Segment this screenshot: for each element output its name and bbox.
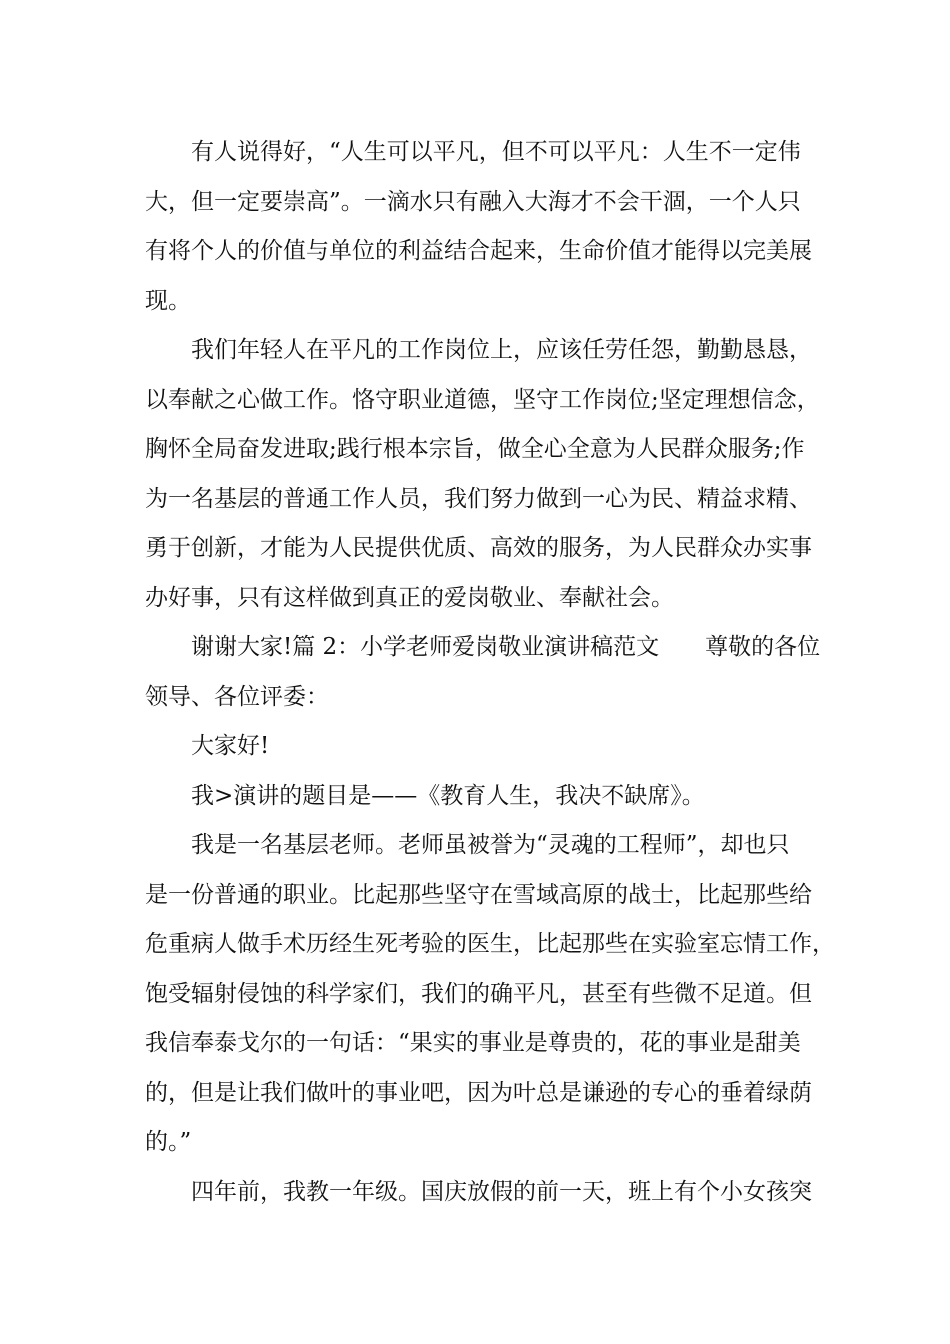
- text-line: 领导、各位评委：: [145, 683, 329, 710]
- text-line: 饱受辐射侵蚀的科学家们，我们的确平凡，甚至有些微不足道。但: [145, 980, 812, 1007]
- paragraph-6: [145, 821, 835, 1168]
- text-line: 的，但是让我们做叶的事业吧，因为叶总是谦逊的专心的垂着绿荫: [145, 1079, 812, 1106]
- text-line: 以奉献之心做工作。恪守职业道德，坚守工作岗位;坚定理想信念，: [145, 386, 820, 413]
- paragraph-5: [145, 772, 820, 822]
- text-line: 我信奉泰戈尔的一句话：“果实的事业是尊贵的，花的事业是甜美: [145, 1030, 801, 1056]
- text-line: 为一名基层的普通工作人员，我们努力做到一心为民、精益求精、: [145, 485, 812, 512]
- text-line: 有将个人的价值与单位的利益结合起来，生命价值才能得以完美展: [145, 238, 812, 264]
- paragraph-2: [145, 326, 820, 623]
- text-line: 有人说得好，“人生可以平凡，但不可以平凡：人生不一定伟: [191, 139, 801, 165]
- paragraph-1: [145, 128, 820, 326]
- text-line: 胸怀全局奋发进取;践行根本宗旨，做全心全意为人民群众服务;作: [145, 436, 805, 462]
- text-line: 我是一名基层老师。老师虽被誉为“灵魂的工程师”，却也只: [191, 832, 790, 858]
- paragraph-3: [145, 623, 820, 722]
- document-page: [145, 128, 835, 1217]
- text-line: 谢谢大家!篇 2：小学老师爱岗敬业演讲稿范文 尊敬的各位: [191, 634, 821, 660]
- text-line: 大家好!: [191, 733, 270, 759]
- text-line: 我们年轻人在平凡的工作岗位上，应该任劳任怨，勤勤恳恳，: [191, 337, 812, 363]
- text-line: 现。: [145, 287, 191, 314]
- text-line: 大，但一定要崇高”。一滴水只有融入大海才不会干涸，一个人只: [145, 188, 801, 215]
- text-line: 我>演讲的题目是——《教育人生，我决不缺席》。: [191, 782, 705, 809]
- text-line: 四年前，我教一年级。国庆放假的前一天，班上有个小女孩突: [191, 1178, 812, 1205]
- paragraph-7: [145, 1168, 820, 1218]
- text-line: 是一份普通的职业。比起那些坚守在雪域高原的战士，比起那些给: [145, 881, 812, 908]
- text-line: 的。”: [145, 1129, 192, 1155]
- text-line: 危重病人做手术历经生死考验的医生，比起那些在实验室忘情工作，: [145, 931, 835, 957]
- text-line: 办好事，只有这样做到真正的爱岗敬业、奉献社会。: [145, 584, 674, 611]
- text-line: 勇于创新，才能为人民提供优质、高效的服务，为人民群众办实事: [145, 535, 812, 561]
- paragraph-4: [145, 722, 820, 772]
